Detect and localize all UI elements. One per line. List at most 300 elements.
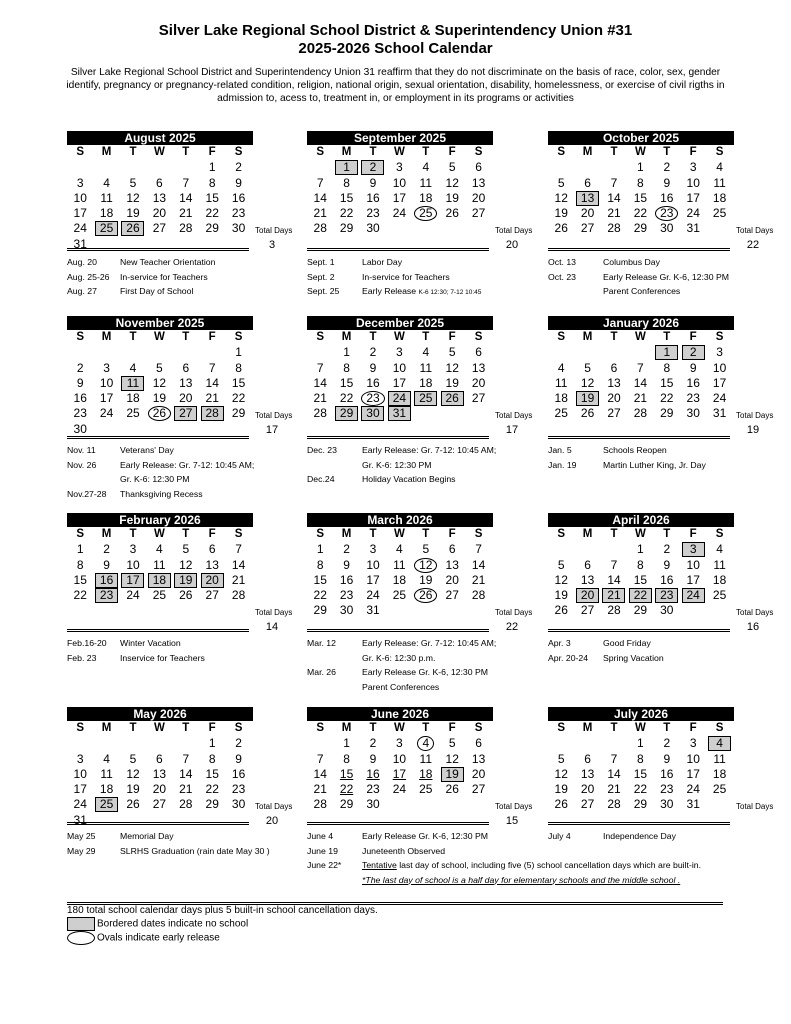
calendar-day: 2 [663,736,671,751]
event-date: Nov.27-28 [67,488,107,499]
event-date: Nov. 11 [67,445,96,455]
week-row [67,767,253,782]
event-date: Dec. 23 [307,445,337,455]
calendar-day: 21 [471,572,486,587]
event-description: Veterans' Day [120,445,174,455]
calendar-day: 28 [231,588,246,603]
calendar-day: 3 [396,736,403,751]
calendar-day: 29 [339,221,354,236]
calendar-day: 16 [686,375,700,390]
total-days-label: Total Days [255,410,293,420]
event-description: Thanksgiving Recess [120,488,203,499]
calendar-day: 11 [153,557,166,572]
event-date: Feb.16-20 [67,638,107,648]
calendar-day: 16 [660,572,674,587]
total-days-label: Total Days [495,607,533,617]
calendar-day: 22 [231,391,246,406]
calendar-day: 28 [179,797,193,812]
calendar-day: 3 [103,360,110,375]
event-description: Early Release: Gr. 7-12: 10:45 AM; [362,638,497,648]
weekday-label: T [369,722,377,734]
month-march-2026 [307,513,493,619]
calendar-event [548,270,729,285]
calendar-day: 26 [554,221,568,236]
event-description: Early Release K-6 12:30; 7-12 10:45 [362,286,482,296]
total-days-label: Total Days [255,225,293,235]
calendar-day: 31 [366,603,380,618]
calendar-day: 18 [419,190,433,205]
calendar-day: 22 [660,391,674,406]
week-row [67,160,253,175]
no-school-day: 25 [95,797,118,812]
calendar-event [307,443,496,458]
total-days-label: Total Days [495,225,533,235]
weekday-label: S [234,528,243,540]
week-row [548,221,734,236]
event-description: Holiday Vacation Begins [362,474,456,484]
no-school-day: 17 [121,573,144,588]
section-divider [67,629,249,632]
calendar-event [307,844,445,859]
calendar-day: 2 [76,360,84,375]
weekday-label: M [101,146,112,158]
calendar-day: 22 [339,206,354,221]
calendar-day: 26 [445,782,459,797]
event-description: Early Release Gr. K-6, 12:30 PM [362,831,489,841]
event-date: Aug. 27 [67,286,97,296]
calendar-day: 22 [73,588,87,603]
calendar-day: 8 [208,175,216,190]
week-row [548,191,734,206]
calendar-day: 24 [392,206,407,221]
week-row [307,206,493,221]
calendar-event [67,472,190,487]
calendar-day: 21 [205,391,219,406]
calendar-day: 18 [554,391,568,406]
calendar-event [67,636,181,651]
calendar-event [307,651,435,666]
calendar-day: 18 [419,375,433,390]
calendar-day: 10 [126,557,140,572]
weekday-label: S [557,722,566,734]
calendar-day: 22 [313,588,327,603]
calendar-day: 5 [182,542,190,557]
weekday-label: S [234,722,243,734]
calendar-day: 12 [580,375,595,390]
section-divider [307,629,489,632]
calendar-day: 9 [369,360,377,375]
week-row [67,391,253,406]
calendar-day: 17 [392,190,407,205]
weekday-label: W [634,331,646,343]
legend-bordered [67,917,248,932]
month-january-2026 [548,316,734,422]
calendar-day: 31 [686,797,700,812]
calendar-day: 17 [366,572,380,587]
no-school-day: 25 [95,221,118,236]
weekday-label: S [316,331,325,343]
calendar-day: 15 [660,375,674,390]
calendar-day: 9 [235,751,242,766]
total-days-value: 16 [746,620,760,633]
calendar-day: 18 [712,190,727,205]
calendar-day: 14 [607,572,621,587]
calendar-day: 11 [713,751,726,766]
event-description: Labor Day [362,257,403,267]
calendar-day: 26 [126,797,140,812]
calendar-day: 3 [76,751,84,766]
month-november-2025 [67,316,253,437]
calendar-day: 8 [316,557,324,572]
event-description: Parent Conferences [362,681,440,692]
event-date: Aug. 20 [67,257,97,267]
calendar-day: 21 [179,206,193,221]
weekday-header-row [307,145,493,160]
calendar-day: 16 [660,766,674,781]
week-row [67,573,253,588]
weekday-label: M [582,146,593,158]
calendar-day: 14 [205,375,219,390]
week-row [67,206,253,221]
calendar-day: 2 [235,160,242,175]
calendar-day: 2 [369,345,377,360]
month-august-2025 [67,131,253,252]
calendar-day: 6 [156,751,163,766]
calendar-day: 29 [205,797,219,812]
weekday-label: S [76,528,85,540]
total-days-value: 14 [265,620,279,633]
calendar-day: 19 [554,782,568,797]
calendar-day: 21 [607,782,621,797]
no-school-day: 20 [201,573,224,588]
calendar-day: 8 [76,557,84,572]
calendar-day: 3 [129,542,137,557]
no-school-day: 23 [655,588,678,603]
calendar-day: 15 [231,375,246,390]
month-header: September 2025 [307,131,493,145]
calendar-day: 26 [179,588,193,603]
calendar-event [67,284,193,299]
month-may-2026 [67,707,253,828]
calendar-day: 30 [231,797,246,812]
week-row [67,558,253,573]
weekday-label: S [316,146,325,158]
calendar-day: 8 [637,751,644,766]
calendar-day: 16 [73,391,87,406]
legend-oval-swatch [67,931,95,945]
weekday-label: T [182,146,190,158]
calendar-day: 19 [126,782,140,797]
calendar-day: 29 [205,221,219,236]
week-row [307,345,493,360]
event-date: May 29 [67,845,96,856]
calendar-event [67,844,270,859]
event-description: Spring Vacation [603,652,664,663]
section-divider [67,436,249,439]
week-row [548,588,734,603]
calendar-day: 25 [712,782,727,797]
month-header: March 2026 [307,513,493,527]
calendar-day: 9 [689,360,697,375]
calendar-day: 5 [557,557,565,572]
calendar-day: 13 [471,360,486,375]
total-days-value: 15 [505,814,519,827]
weekday-label: F [689,146,697,158]
weekday-label: S [474,331,483,343]
calendar-day: 1 [637,160,644,175]
calendar-day: 3 [716,345,723,360]
calendar-day: 19 [554,206,568,221]
calendar-day: 14 [313,190,327,205]
week-row [307,782,493,797]
calendar-day: 3 [689,736,697,751]
calendar-day: 27 [580,797,595,812]
section-divider [548,436,730,439]
weekday-label: T [182,722,190,734]
calendar-day: 2 [663,542,671,557]
no-school-day: 22 [629,588,652,603]
calendar-day: 15 [73,572,87,587]
calendar-day: 3 [369,542,377,557]
weekday-label: M [341,722,352,734]
weekday-label: S [76,722,85,734]
calendar-day: 6 [448,542,456,557]
calendar-day: 1 [208,160,216,175]
week-row [67,782,253,797]
weekday-label: F [448,146,456,158]
calendar-day: 10 [686,751,700,766]
week-row [307,752,493,767]
weekday-label: T [610,146,618,158]
calendar-day: 31 [712,406,727,421]
calendar-day: 3 [396,160,403,175]
event-date: Feb. 23 [67,652,97,663]
weekday-label: M [582,331,593,343]
calendar-day: 19 [445,190,459,205]
no-school-day: 23 [95,588,118,603]
calendar-day: 27 [205,588,219,603]
total-days-value: 20 [265,814,279,827]
week-row [548,752,734,767]
no-school-day: 19 [174,573,197,588]
legend-box-swatch [67,917,95,931]
calendar-day: 25 [554,406,568,421]
no-school-day: 4 [708,736,731,751]
week-row [307,588,493,603]
calendar-day: 24 [712,391,727,406]
no-school-day: 11 [121,376,144,391]
calendar-day: 16 [339,572,354,587]
calendar-day: 23 [231,782,246,797]
calendar-day: 28 [313,221,327,236]
early-release-day: 12 [413,558,439,573]
week-row [67,813,253,828]
calendar-day: 7 [610,557,618,572]
calendar-day: 11 [419,751,433,766]
calendar-day: 21 [313,391,327,406]
calendar-day: 12 [126,766,140,781]
calendar-day: 6 [475,736,482,751]
weekday-header-row [67,527,253,542]
weekday-header-row [548,527,734,542]
week-row [67,361,253,376]
calendar-day: 7 [475,542,482,557]
weekday-label: F [448,722,456,734]
calendar-day: 5 [129,175,137,190]
event-description: Martin Luther King, Jr. Day [603,459,706,470]
weekday-label: F [448,331,456,343]
calendar-day: 6 [584,175,591,190]
calendar-day: 8 [663,360,671,375]
section-divider [307,436,489,439]
calendar-day: 4 [103,175,110,190]
section-divider [307,248,489,251]
calendar-day: 13 [179,375,193,390]
calendar-event [67,443,174,458]
calendar-day: 18 [99,206,114,221]
month-header: May 2026 [67,707,253,721]
week-row [67,736,253,751]
calendar-day: 24 [686,782,700,797]
calendar-day: 8 [637,175,644,190]
weekday-label: T [422,331,430,343]
weekday-label: S [715,528,724,540]
weekday-label: W [634,722,646,734]
weekday-label: W [393,528,405,540]
week-row [67,376,253,391]
calendar-day: 23 [366,782,380,797]
calendar-day: 11 [419,360,433,375]
calendar-event [307,255,402,270]
calendar-event [307,636,496,651]
weekday-label: M [341,528,352,540]
calendar-day: 25 [712,206,727,221]
weekday-label: T [129,722,137,734]
weekday-label: T [422,528,430,540]
calendar-day: 11 [713,557,726,572]
week-row [548,558,734,573]
calendar-day: 5 [422,542,430,557]
calendar-day: 28 [607,603,621,618]
week-row [548,782,734,797]
weekday-label: T [663,146,671,158]
total-days-value: 20 [505,238,519,251]
calendar-day: 5 [156,360,163,375]
calendar-day: 2 [103,542,110,557]
legend-oval [67,931,220,946]
calendar-event [67,255,215,270]
no-school-day: 24 [682,588,705,603]
calendar-day: 28 [313,406,327,421]
calendar-day: 17 [392,375,407,390]
event-date: Dec.24 [307,474,335,484]
calendar-day: 20 [179,391,193,406]
calendar-day: 19 [152,391,167,406]
weekday-label: S [234,331,243,343]
week-row [548,767,734,782]
calendar-day: 14 [607,766,621,781]
calendar-title: Silver Lake Regional School District & Superintendency Union #31 [158,22,633,39]
total-days-label: Total Days [255,801,293,811]
calendar-day: 24 [99,406,114,421]
calendar-day: 4 [716,160,723,175]
no-school-day: 24 [388,391,411,406]
calendar-day: 7 [316,360,324,375]
week-row [67,797,253,812]
weekday-label: T [663,331,671,343]
weekday-label: T [663,528,671,540]
calendar-day: 5 [448,345,456,360]
weekday-label: T [129,528,137,540]
calendar-event [67,651,205,666]
calendar-day: 10 [712,360,727,375]
calendar-day: 19 [445,375,459,390]
event-description: Memorial Day [120,831,174,841]
calendar-day: 16 [660,190,674,205]
weekday-label: S [474,528,483,540]
event-date: Sept. 2 [307,271,335,282]
total-days-label: Total Days [736,801,774,811]
month-june-2026 [307,707,493,813]
weekday-label: T [129,331,137,343]
calendar-day: 6 [475,160,482,175]
total-days-value: 22 [505,620,519,633]
week-row [548,345,734,360]
calendar-day: 9 [663,751,671,766]
month-october-2025 [548,131,734,237]
event-description: Inservice for Teachers [120,652,205,663]
calendar-day: 7 [610,175,618,190]
calendar-day: 8 [208,751,216,766]
weekday-label: M [101,331,112,343]
calendar-day: 20 [445,572,459,587]
calendar-day: 12 [126,190,140,205]
weekday-label: S [557,528,566,540]
week-row [548,391,734,406]
weekday-label: T [422,722,430,734]
event-date: Apr. 20-24 [548,652,589,663]
event-description: Early Release: Gr. 7-12: 10:45 AM; [120,459,255,470]
event-date: Sept. 25 [307,286,340,296]
calendar-day: 6 [208,542,216,557]
calendar-day: 21 [179,782,193,797]
section-divider [548,629,730,632]
calendar-event [67,487,203,502]
calendar-day: 1 [343,736,350,751]
calendar-day: 2 [663,160,671,175]
weekday-label: F [208,146,216,158]
calendar-day: 13 [205,557,219,572]
calendar-day: 14 [313,375,327,390]
calendar-day: 24 [392,782,407,797]
weekday-label: M [582,722,593,734]
calendar-day: 2 [369,736,377,751]
calendar-day: 18 [419,766,433,781]
event-date: Nov. 26 [67,459,97,470]
week-row [548,797,734,812]
calendar-day: 9 [369,175,377,190]
calendar-day: 10 [392,751,407,766]
calendar-day: 18 [126,391,140,406]
weekday-label: F [689,722,697,734]
calendar-day: 4 [396,542,403,557]
weekday-label: F [208,722,216,734]
calendar-event [548,458,706,473]
calendar-day: 19 [554,588,568,603]
week-row [307,160,493,175]
weekday-label: S [715,722,724,734]
calendar-day: 20 [471,766,486,781]
